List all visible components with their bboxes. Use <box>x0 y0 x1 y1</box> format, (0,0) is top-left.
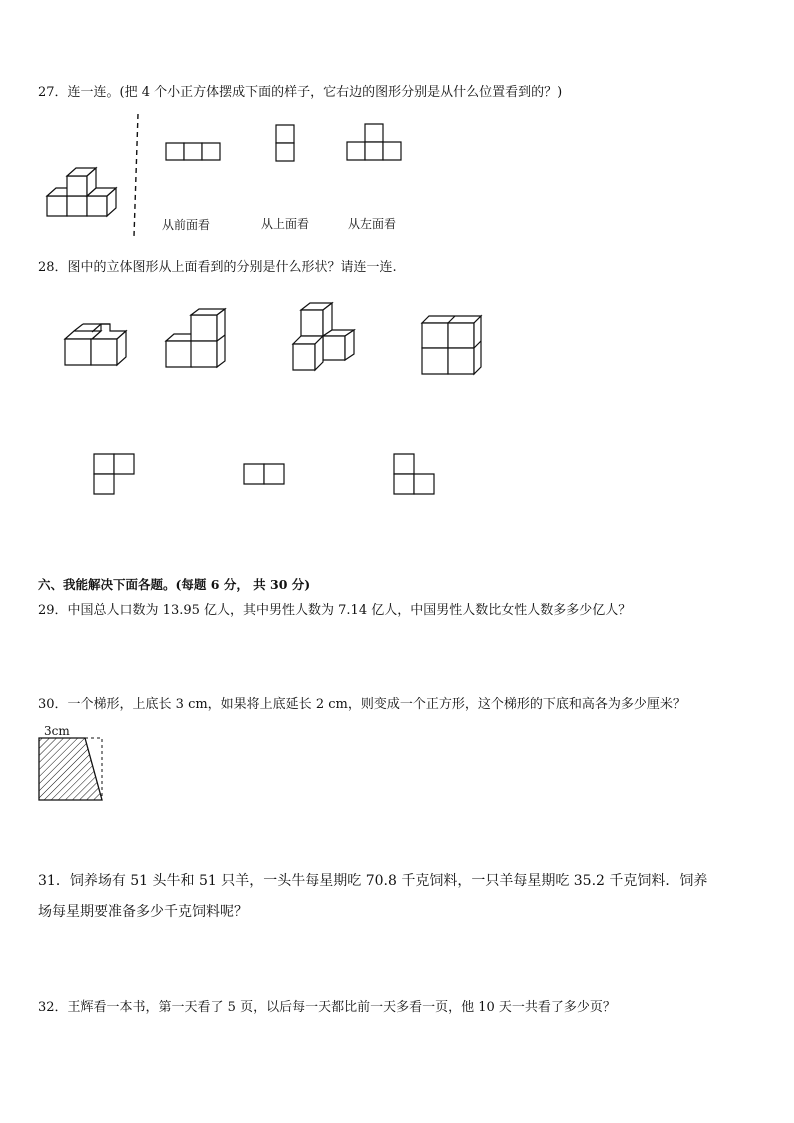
q28-view-c <box>393 453 437 497</box>
q28-solid-4 <box>421 314 483 376</box>
q28-view-b <box>243 463 287 487</box>
q30-text: 30．一个梯形，上底长 3 cm，如果将上底延长 2 cm，则变成一个正方形，这个梯形的下底和高各为多少厘米？ <box>38 697 686 712</box>
q28-view-a <box>93 453 137 497</box>
q30-figure-label: 3cm <box>44 724 70 738</box>
q31-line2: 场每星期要准备多少千克饲料呢？ <box>38 904 248 920</box>
section6-title: 六、我能解决下面各题。(每题 6 分， 共 30 分) <box>38 577 311 592</box>
q28-solid-2 <box>165 308 227 370</box>
q27-cube-figure <box>44 160 128 218</box>
q28-text: 28．图中的立体图形从上面看到的分别是什么形状？请连一连. <box>38 260 397 275</box>
q27-view-front <box>165 142 221 162</box>
q29-text: 29．中国总人口数为 13.95 亿人，其中男性人数为 7.14 亿人，中国男性人数比女性人数多多少亿人？ <box>38 603 632 618</box>
q27-label-top: 从上面看 <box>261 217 310 231</box>
q28-solid-3 <box>292 302 356 372</box>
q31-line1: 31．饲养场有 51 头牛和 51 只羊，一头牛每星期吃 70.8 千克饲料，一只羊每星期吃 35.2 千克饲料．饲养 <box>38 873 708 889</box>
q27-label-left: 从左面看 <box>348 217 397 231</box>
q27-divider <box>130 112 142 238</box>
q28-solid-1 <box>64 322 128 368</box>
q27-view-left <box>346 123 402 161</box>
q30-trapezoid-figure <box>37 736 105 802</box>
q27-label-front: 从前面看 <box>162 218 211 232</box>
q32-text: 32．王辉看一本书，第一天看了 5 页，以后每一天都比前一天多看一页，他 10 天一共看了多少页？ <box>38 1000 616 1015</box>
q27-view-top <box>275 124 295 162</box>
q27-text: 27．连一连。(把 4 个小正方体摆成下面的样子，它右边的图形分别是从什么位置看到的？) <box>38 85 563 100</box>
